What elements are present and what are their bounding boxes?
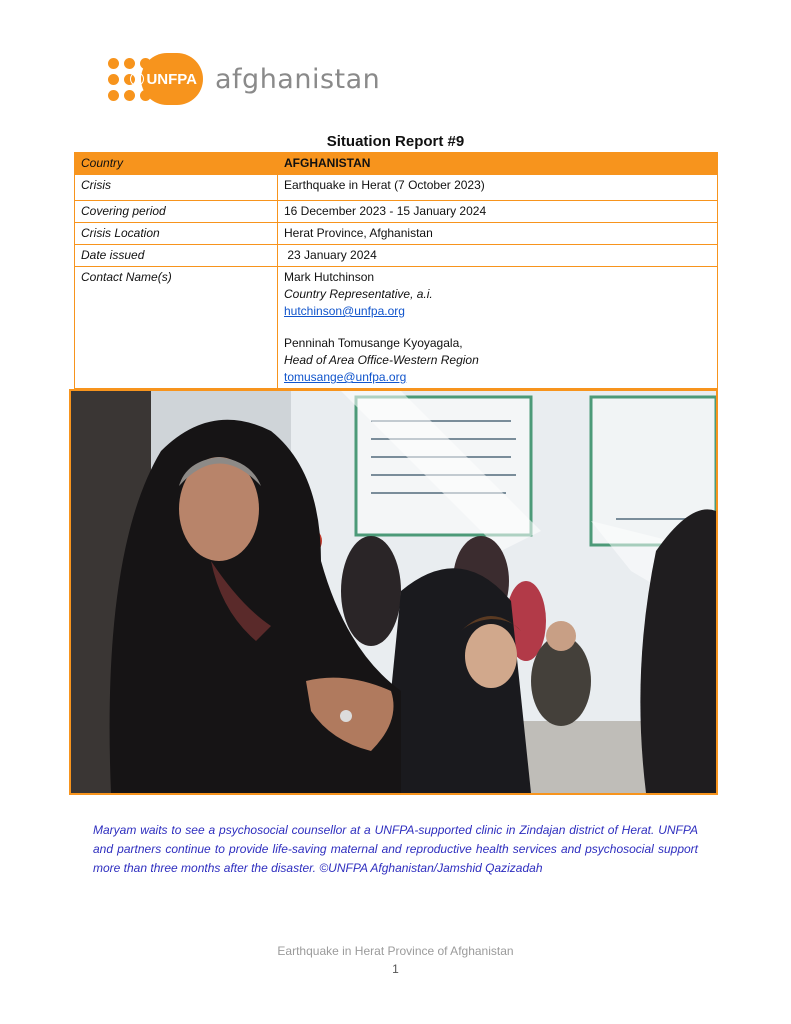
logo-country: afghanistan xyxy=(215,63,381,95)
footer-text: Earthquake in Herat Province of Afghanistan xyxy=(277,944,514,958)
contact-name: Mark Hutchinson xyxy=(284,270,375,284)
report-photo xyxy=(69,389,718,795)
value-country: AFGHANISTAN xyxy=(278,153,718,175)
logo-brand: UNFPA xyxy=(146,70,197,88)
photo-illustration xyxy=(71,391,716,793)
photo-caption: Maryam waits to see a psychosocial counsellor at a UNFPA-supported clinic in Zindajan district of Herat. UNFPA and partners continue to provide life-saving maternal and reproductive health services and psychosocial support more than three months after the disaster. ©UNFPA Afghanistan/Jamshid Qazizadah xyxy=(93,823,698,875)
contact-email-link[interactable]: tomusange@unfpa.org xyxy=(284,370,407,384)
row-contacts xyxy=(75,267,718,389)
row-date-issued xyxy=(75,245,718,267)
label-country: Country xyxy=(75,153,278,175)
value-contacts xyxy=(278,267,718,389)
contact-role: Country Representative, a.i. xyxy=(284,287,433,301)
row-crisis-location xyxy=(75,223,718,245)
row-country xyxy=(75,153,718,175)
un-globe-icon xyxy=(130,72,144,86)
value-date-issued: 23 January 2024 xyxy=(278,245,718,267)
label-crisis: Crisis xyxy=(75,175,278,201)
contact-role: Head of Area Office-Western Region xyxy=(284,353,479,367)
label-covering-period: Covering period xyxy=(75,201,278,223)
unfpa-logo xyxy=(108,50,380,108)
page-number: 1 xyxy=(392,962,399,976)
row-covering-period xyxy=(75,201,718,223)
info-table xyxy=(74,152,718,389)
label-date-issued: Date issued xyxy=(75,245,278,267)
label-contacts: Contact Name(s) xyxy=(75,267,278,389)
value-covering-period: 16 December 2023 - 15 January 2024 xyxy=(278,201,718,223)
contact-email-link[interactable]: hutchinson@unfpa.org xyxy=(284,304,405,318)
value-crisis: Earthquake in Herat (7 October 2023) xyxy=(278,175,718,201)
unfpa-badge xyxy=(141,53,203,105)
row-crisis xyxy=(75,175,718,201)
contact-name: Penninah Tomusange Kyoyagala, xyxy=(284,336,463,350)
value-crisis-location: Herat Province, Afghanistan xyxy=(278,223,718,245)
label-crisis-location: Crisis Location xyxy=(75,223,278,245)
report-title: Situation Report #9 xyxy=(326,133,465,150)
